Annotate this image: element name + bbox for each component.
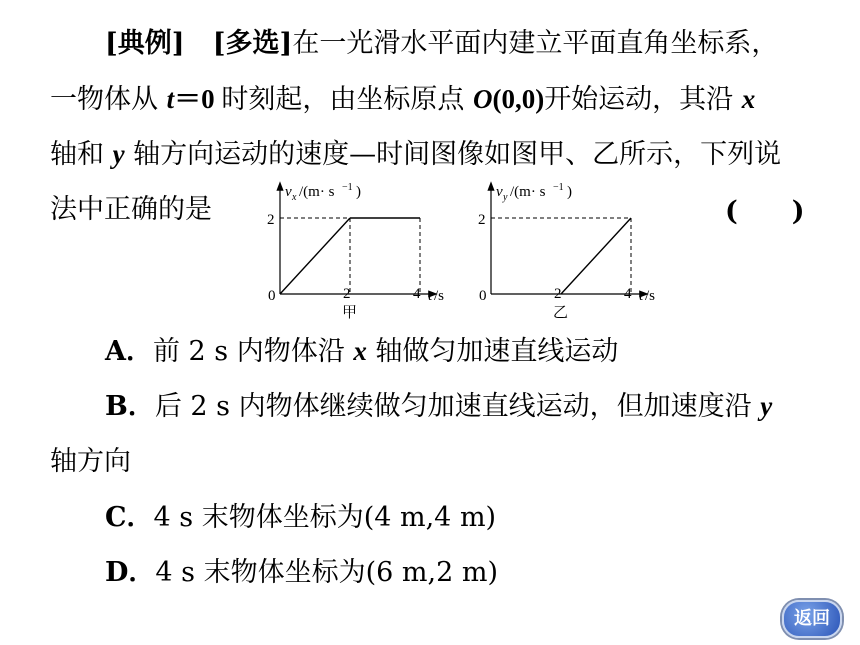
question-text-2b: 时刻起，由坐标原点 — [221, 84, 473, 115]
tick-origin: 0 — [268, 288, 276, 304]
option-b — [105, 390, 772, 423]
xlabel-t: t — [428, 288, 433, 304]
series-jia — [280, 218, 420, 294]
tick-x-4: 4 — [413, 286, 421, 302]
var-t: t — [166, 84, 175, 114]
var-x: x — [741, 84, 756, 114]
option-b-label: B． — [105, 391, 155, 422]
ylabel-unit: /(m· s — [510, 184, 546, 200]
tag-example: [典例] — [105, 28, 185, 59]
option-a-text-2: 轴做匀加速直线运动 — [366, 336, 619, 367]
option-a-label: A． — [105, 336, 153, 367]
option-b-continued — [50, 446, 131, 478]
tick-origin: 0 — [479, 288, 487, 304]
option-a-text: 前 2 s 内物体沿 — [152, 336, 354, 367]
question-line-4 — [50, 194, 212, 226]
ylabel-close: ) — [567, 184, 572, 200]
graph-yi — [466, 180, 676, 322]
tag-multi-select: [多选] — [212, 28, 293, 59]
tick-x-2: 2 — [554, 286, 562, 302]
question-line-1 — [105, 28, 778, 60]
series-segment — [280, 218, 350, 294]
option-b-var: y — [760, 391, 773, 421]
option-b-text-2: 轴方向 — [50, 446, 131, 477]
question-text-2c: 开始运动，其沿 — [544, 84, 742, 115]
ylabel-sub: x — [292, 192, 297, 203]
ylabel-close: ) — [356, 184, 361, 200]
graph-jia — [255, 180, 465, 322]
option-c-text: 4 s 末物体坐标为(4 m,4 m) — [153, 502, 497, 533]
ylabel-exp: −1 — [553, 182, 564, 193]
tick-y-2: 2 — [478, 212, 486, 228]
tick-y-2: 2 — [267, 212, 275, 228]
answer-paren — [725, 196, 805, 228]
question-text-4: 法中正确的是 — [50, 194, 212, 225]
option-b-text: 后 2 s 内物体继续做匀加速直线运动，但加速度沿 — [154, 391, 761, 422]
answer-paren-text: ( ) — [725, 196, 805, 227]
question-line-2 — [50, 83, 755, 116]
return-button[interactable]: 返回 — [782, 600, 842, 638]
var-O: O — [472, 84, 493, 114]
eq-zero: ＝0 — [174, 84, 222, 114]
xlabel-t: t — [639, 288, 644, 304]
xlabel-unit: /s — [434, 288, 445, 304]
origin-coord: (0,0) — [492, 84, 545, 114]
option-a-var: x — [353, 336, 367, 366]
caption-yi: 乙 — [553, 305, 569, 321]
question-line-3 — [50, 138, 781, 171]
option-c-label: C． — [105, 502, 154, 533]
var-y: y — [112, 139, 125, 169]
option-d — [105, 557, 498, 589]
question-text-1: 在一光滑水平面内建立平面直角坐标系， — [292, 28, 779, 59]
caption-jia: 甲 — [342, 305, 358, 321]
ylabel-sub: y — [503, 192, 508, 203]
ylabel-unit: /(m· s — [299, 184, 335, 200]
series-yi — [491, 218, 631, 294]
tick-x-4: 4 — [624, 286, 632, 302]
option-d-text: 4 s 末物体坐标为(6 m,2 m) — [155, 557, 498, 588]
option-c — [105, 502, 496, 534]
series-segment — [561, 218, 631, 294]
ylabel-v: v — [496, 184, 503, 200]
question-text-3a: 轴和 — [50, 139, 113, 170]
ylabel-exp: −1 — [342, 182, 353, 193]
xlabel-unit: /s — [645, 288, 656, 304]
option-d-label: D． — [105, 557, 156, 588]
ylabel-v: v — [285, 184, 292, 200]
tick-x-2: 2 — [343, 286, 351, 302]
option-a — [105, 335, 618, 368]
question-text-2a: 一物体从 — [50, 84, 167, 115]
question-text-3b: 轴方向运动的速度—时间图像如图甲、乙所示，下列说 — [124, 139, 782, 170]
